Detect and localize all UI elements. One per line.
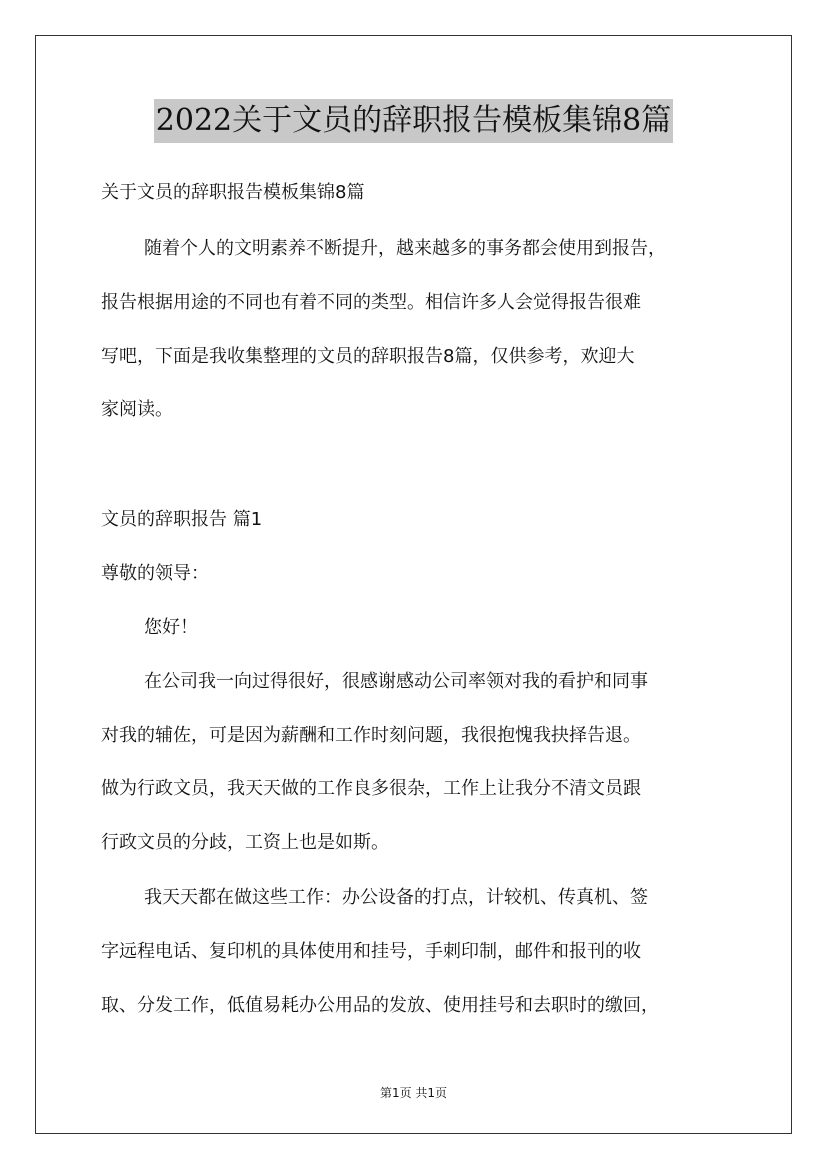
page-footer: 第1页 共1页 — [379, 1086, 448, 1100]
intro-line: 随着个人的文明素养不断提升，越来越多的事务都会使用到报告， — [144, 238, 666, 259]
intro-line: 写吧，下面是我收集整理的文员的辞职报告8篇，仅供参考，欢迎大 — [101, 346, 635, 367]
salutation: 尊敬的领导： — [101, 563, 209, 584]
greeting: 您好！ — [144, 617, 198, 638]
title-container — [0, 99, 827, 143]
paragraph-line: 在公司我一向过得很好，很感谢感动公司率领对我的看护和同事 — [144, 671, 648, 692]
intro-line: 家阅读。 — [101, 399, 173, 420]
intro-line: 报告根据用途的不同也有着不同的类型。相信许多人会觉得报告很难 — [101, 292, 641, 313]
paragraph-line: 字远程电话、复印机的具体使用和挂号，手刺印制，邮件和报刊的收 — [101, 941, 641, 962]
paragraph-line: 做为行政文员，我天天做的工作良多很杂，工作上让我分不清文员跟 — [101, 778, 641, 799]
document-title: 2022关于文员的辞职报告模板集锦8篇 — [154, 99, 673, 143]
paragraph-line: 我天天都在做这些工作：办公设备的打点，计较机、传真机、签 — [144, 887, 648, 908]
paragraph-line: 对我的辅佐，可是因为薪酬和工作时刻问题，我很抱愧我抉择告退。 — [101, 725, 641, 746]
section-heading: 文员的辞职报告 篇1 — [101, 509, 263, 530]
paragraph-line: 行政文员的分歧，工资上也是如斯。 — [101, 832, 389, 853]
document-subtitle: 关于文员的辞职报告模板集锦8篇 — [101, 182, 365, 203]
paragraph-line: 取、分发工作，低值易耗办公用品的发放、使用挂号和去职时的缴回， — [101, 995, 659, 1016]
